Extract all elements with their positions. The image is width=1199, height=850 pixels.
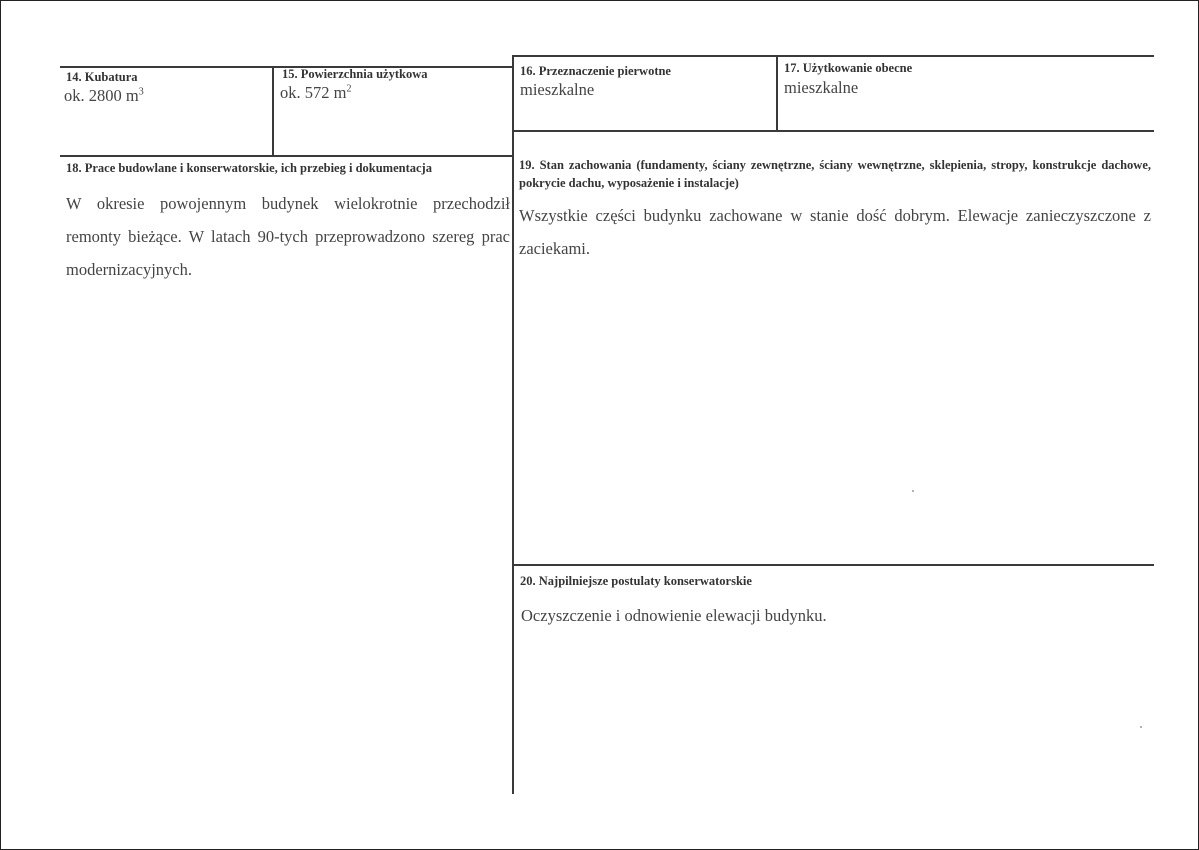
uzytkowanie-label: 17. Użytkowanie obecne bbox=[784, 61, 913, 75]
divider-16-17 bbox=[776, 56, 778, 132]
powierzchnia-unit-exponent: 2 bbox=[346, 83, 352, 95]
scan-speck bbox=[912, 490, 914, 492]
kubatura-value bbox=[64, 86, 144, 106]
przeznaczenie-value: mieszkalne bbox=[520, 80, 595, 99]
przeznaczenie-label: 16. Przeznaczenie pierwotne bbox=[520, 64, 671, 78]
kubatura-unit-exponent: 3 bbox=[138, 86, 144, 98]
postulaty-text: Oczyszczenie i odnowienie elewacji budynku. bbox=[521, 606, 827, 625]
section-20-top-line bbox=[514, 564, 1154, 566]
prace-budowlane-label: 18. Prace budowlane i konserwatorskie, ich przebieg i dokumentacja bbox=[66, 161, 432, 175]
postulaty-label: 20. Najpilniejsze postulaty konserwatorskie bbox=[520, 574, 752, 588]
kubatura-value-text: ok. 2800 m bbox=[64, 86, 139, 105]
powierzchnia-value bbox=[280, 83, 351, 103]
section-18-top-line bbox=[60, 155, 512, 157]
powierzchnia-value-text: ok. 572 m bbox=[280, 83, 347, 102]
kubatura-label: 14. Kubatura bbox=[66, 70, 138, 84]
stan-zachowania-label: 19. Stan zachowania (fundamenty, ściany zewnętrzne, ściany wewnętrzne, sklepienia, stropy, konstrukcje dachowe, pokrycie dachu, wyposażenie i instalacje) bbox=[519, 158, 1151, 190]
powierzchnia-label: 15. Powierzchnia użytkowa bbox=[282, 67, 428, 81]
stan-zachowania-text: Wszystkie części budynku zachowane w stanie dość dobrym. Elewacje zanieczyszczone z zaciekami. bbox=[519, 206, 1151, 258]
divider-14-15 bbox=[272, 66, 274, 156]
section-19-top-line bbox=[514, 130, 1154, 132]
top-row-line-right bbox=[512, 55, 1154, 57]
scan-speck bbox=[1140, 726, 1142, 728]
center-divider bbox=[512, 56, 514, 794]
uzytkowanie-value: mieszkalne bbox=[784, 78, 859, 97]
prace-budowlane-text: W okresie powojennym budynek wielokrotnie przechodził remonty bieżące. W latach 90-tych przeprowadzono szereg prac modernizacyjnych. bbox=[66, 194, 510, 279]
